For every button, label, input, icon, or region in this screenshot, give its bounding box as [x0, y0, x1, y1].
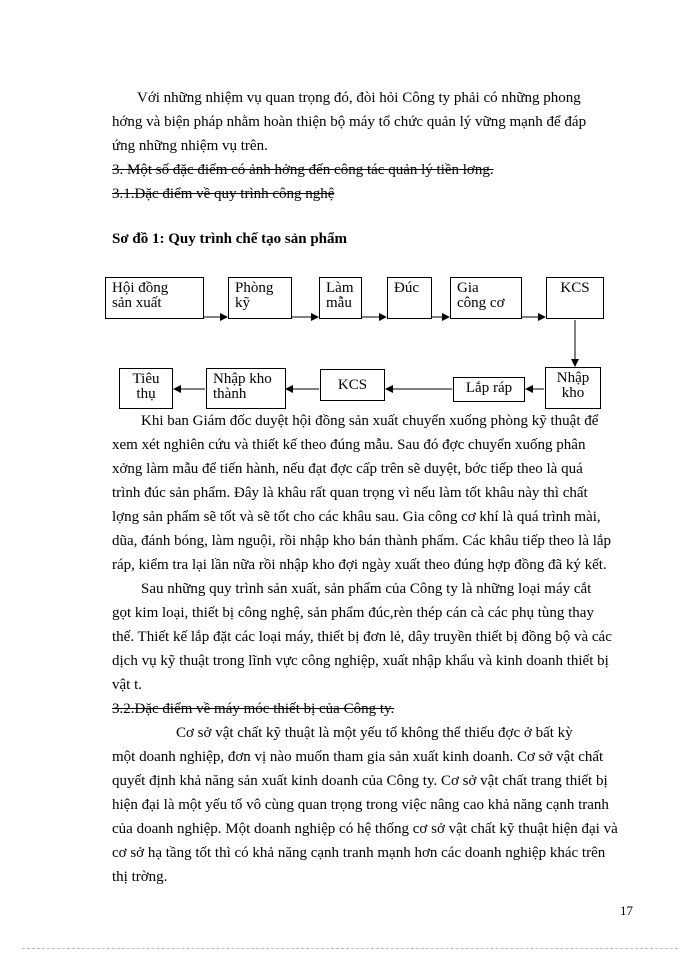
box-gia-cong-label: Gia công cơ — [457, 280, 505, 311]
box-nhap-kho-thanh — [206, 368, 286, 409]
box-hoi-dong-san-xuat — [105, 277, 204, 319]
para3-line-1: Cơ sở vật chất kỹ thuật là một yếu tố không thể thiếu đợc ở bất kỳ — [176, 725, 573, 741]
para2-line-1: Sau những quy trình sản xuất, sản phẩm của Công ty là những loại máy cắt — [141, 581, 592, 597]
box-nhap-kho-label: Nhập kho — [556, 370, 590, 401]
box-duc — [387, 277, 432, 319]
page-number: 17 — [620, 903, 633, 918]
box-phong-ky-label: Phòng kỹ — [235, 280, 274, 311]
box-lam-mau-label: Làm mẫu — [326, 280, 354, 311]
para3-line-5: của doanh nghiệp. Một doanh nghiệp có hệ thống cơ sở vật chất kỹ thuật hiện đại và — [112, 821, 618, 837]
para1-line-2: xem xét nghiên cứu và thiết kế theo đúng mẫu. Sau đó đợc chuyển xuống phân — [112, 437, 586, 453]
para2-line-2: gọt kim loại, thiết bị công nghệ, sản phẩm đúc,rèn thép cán cà các phụ tùng thay — [112, 605, 594, 621]
box-tieu-thu-label: Tiêu thụ — [132, 371, 160, 402]
heading-3: 3. Một số đặc điểm có ảnh hởng đến công tác quản lý tiền lơng. — [112, 162, 494, 178]
box-nhap-kho-thanh-label: Nhập kho thành — [213, 371, 272, 402]
para3-line-3: quyết định khả năng sản xuất kinh doanh của Công ty. Cơ sở vật chất trang thiết bị — [112, 773, 608, 789]
footer-divider — [22, 948, 678, 949]
box-kcs-2-label: KCS — [337, 377, 368, 393]
box-lap-rap — [453, 377, 525, 402]
para3-line-2: một doanh nghiệp, đơn vị nào muốn tham gia sản xuất kinh doanh. Cơ sở vật chất — [112, 749, 604, 765]
box-phong-ky — [228, 277, 292, 319]
para1-line-1: Khi ban Giám đốc duyệt hội đồng sản xuất chuyển xuống phòng kỹ thuật để — [141, 413, 599, 429]
box-duc-label: Đúc — [394, 280, 419, 296]
intro-line-3: ứng những nhiệm vụ trên. — [112, 138, 268, 154]
para1-line-4: trình đúc sản phẩm. Đây là khâu rất quan trọng vì nếu làm tốt khâu này thì chất — [112, 485, 588, 501]
box-nhap-kho — [545, 367, 601, 409]
intro-line-2: hớng và biện pháp nhằm hoàn thiện bộ máy tổ chức quản lý vững mạnh để đáp — [112, 114, 587, 130]
heading-3-1: 3.1.Đặc điểm về quy trình công nghệ — [112, 186, 335, 202]
para1-line-3: xởng làm mẫu để tiến hành, nếu đạt đợc cấp trên sẽ duyệt, bớc tiếp theo là quá — [112, 461, 583, 477]
box-lap-rap-label: Lắp ráp — [465, 380, 513, 396]
box-kcs-2 — [320, 369, 385, 401]
para1-line-5: lợng sản phẩm sẽ tốt và sẽ tốt cho các khâu sau. Gia công cơ khí là quá trình mài, — [112, 509, 601, 525]
box-tieu-thu — [119, 368, 173, 409]
box-kcs-1 — [546, 277, 604, 319]
intro-line-1: Với những nhiệm vụ quan trọng đó, đòi hỏi Công ty phải có những phong — [137, 90, 581, 106]
box-kcs-1-label: KCS — [560, 280, 590, 296]
para3-line-6: cơ sở hạ tầng tốt thì có khả năng cạnh tranh mạnh hơn các doanh nghiệp khác trên — [112, 845, 606, 861]
para2-line-4: dịch vụ kỹ thuật trong lĩnh vực công nghiệp, xuất nhập khẩu và kinh doanh thiết bị — [112, 653, 609, 669]
box-hoi-dong-label: Hội đồng sản xuất — [112, 280, 169, 311]
para1-line-6: dũa, đánh bóng, làm nguội, rồi nhập kho bán thành phẩm. Các khâu tiếp theo là lắp — [112, 533, 612, 549]
para1-line-7: ráp, kiểm tra lại lần nữa rồi nhập kho đợi ngày xuất theo đúng hợp đồng đã ký kết. — [112, 557, 607, 573]
para3-line-4: hiện đại là một yếu tố vô cùng quan trọng trong việc nâng cao khả năng cạnh tranh — [112, 797, 609, 813]
box-gia-cong-co — [450, 277, 522, 319]
para3-line-7: thị trờng. — [112, 869, 168, 885]
heading-3-2: 3.2.Đặc điểm về máy móc thiết bị của Công ty. — [112, 701, 395, 717]
para2-line-5: vật t. — [112, 677, 142, 693]
diagram-title: Sơ đồ 1: Quy trình chế tạo sản phẩm — [112, 231, 348, 247]
box-lam-mau — [319, 277, 362, 319]
para2-line-3: thế. Thiết kế lắp đặt các loại máy, thiết bị đơn lẻ, dây truyền thiết bị đồng bộ và các — [112, 629, 612, 645]
